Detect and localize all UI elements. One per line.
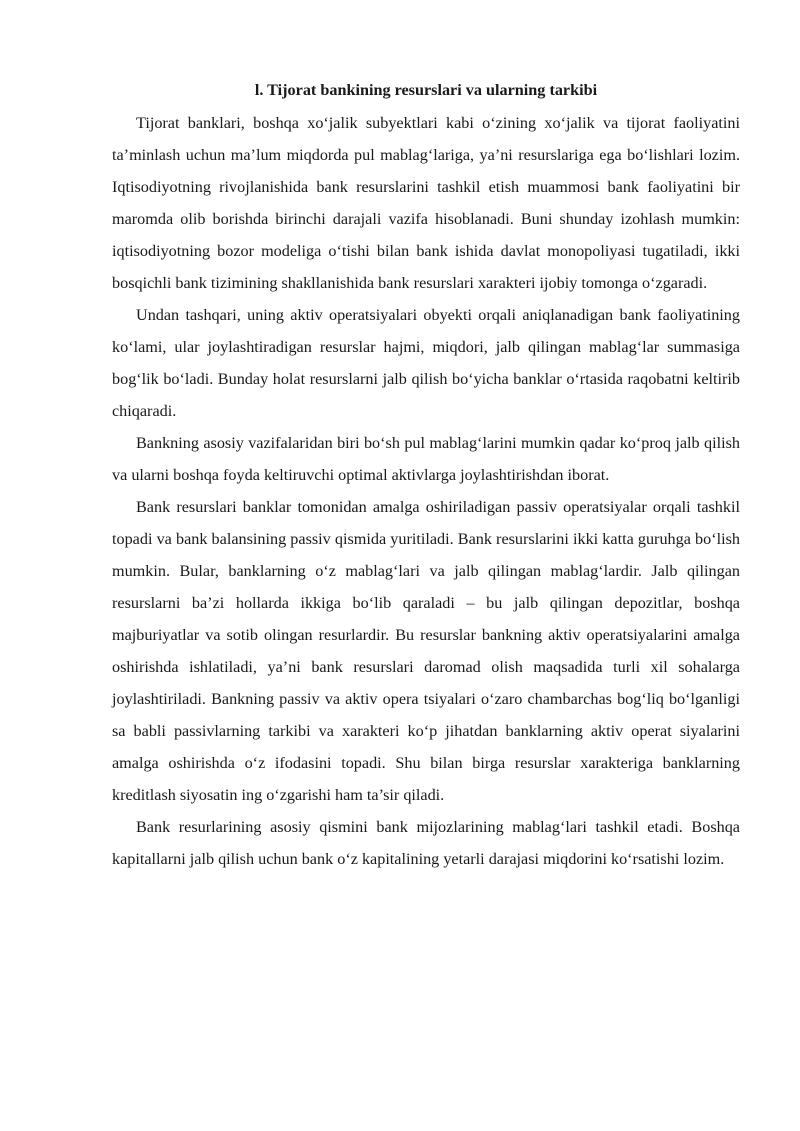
document-page [112, 75, 740, 875]
paragraph-1: Tijorat banklari, boshqa xo‘jalik subyektlari kabi o‘zining xo‘jalik va tijorat faoliyatini ta’minlash uchun ma’lum miqdorda pul mablag‘lariga, ya’ni resurslariga ega bo‘lishlari lozim. Iqtisodiyotning rivojlanishida bank resurslarini tashkil etish muammosi bank faoliyatini bir maromda olib borishda birinchi darajali vazifa hisoblanadi. Buni shunday izohlash mumkin: iqtisodiyotning bozor modeliga o‘tishi bilan bank ishida davlat monopoliyasi tugatiladi, ikki bosqichli bank tizimining shakllanishida bank resurslari xarakteri ijobiy tomonga o‘zgaradi. [112, 114, 740, 292]
paragraph-3: Bankning asosiy vazifalaridan biri bo‘sh pul mablag‘larini mumkin qadar ko‘proq jalb qilish va ularni boshqa foyda keltiruvchi optimal aktivlarga joylashtirishdan iborat. [112, 434, 740, 484]
paragraph-5: Bank resurlarining asosiy qismini bank mijozlarining mablag‘lari tashkil etadi. Boshqa kapitallarni jalb qilish uchun bank o‘z kapitalining yetarli darajasi miqdorini ko‘rsatishi lozim. [112, 818, 740, 868]
section-title: l. Tijorat bankining resurslari va ularning tarkibi [254, 81, 598, 99]
paragraph-2: Undan tashqari, uning aktiv operatsiyalari obyekti orqali aniqlanadigan bank faoliyatining ko‘lami, ular joylashtiradigan resurslar hajmi, miqdori, jalb qilingan mablag‘lar summasiga bog‘lik bo‘ladi. Bunday holat resurslarni jalb qilish bo‘yicha banklar o‘rtasida raqobatni keltirib chiqaradi. [112, 306, 740, 420]
paragraph-4: Bank resurslari banklar tomonidan amalga oshiriladigan passiv operatsiyalar orqali tashkil topadi va bank balansining passiv qismida yuritiladi. Bank resurslarini ikki katta guruhga bo‘lish mumkin. Bular, banklarning o‘z mablag‘lari va jalb qilingan mablag‘lardir. Jalb qilingan resurslarni ba’zi hollarda ikkiga bo‘lib qaraladi – bu jalb qilingan depozitlar, boshqa majburiyatlar va sotib olingan resurlardir. Bu resurslar bankning aktiv operatsiyalarini amalga oshirishda ishlatiladi, ya’ni bank resurslari daromad olish maqsadida turli xil sohalarga joylashtiriladi. Bankning passiv va aktiv opera tsiyalari o‘zaro chambarchas bog‘liq bo‘lganligi sa babli passivlarning tarkibi va xarakteri ko‘p jihatdan banklarning aktiv operat siyalarini amalga oshirishda o‘z ifodasini topadi. Shu bilan birga resurslar xarakteriga banklarning kreditlash siyosatin ing o‘zgarishi ham ta’sir qiladi. [112, 498, 740, 804]
